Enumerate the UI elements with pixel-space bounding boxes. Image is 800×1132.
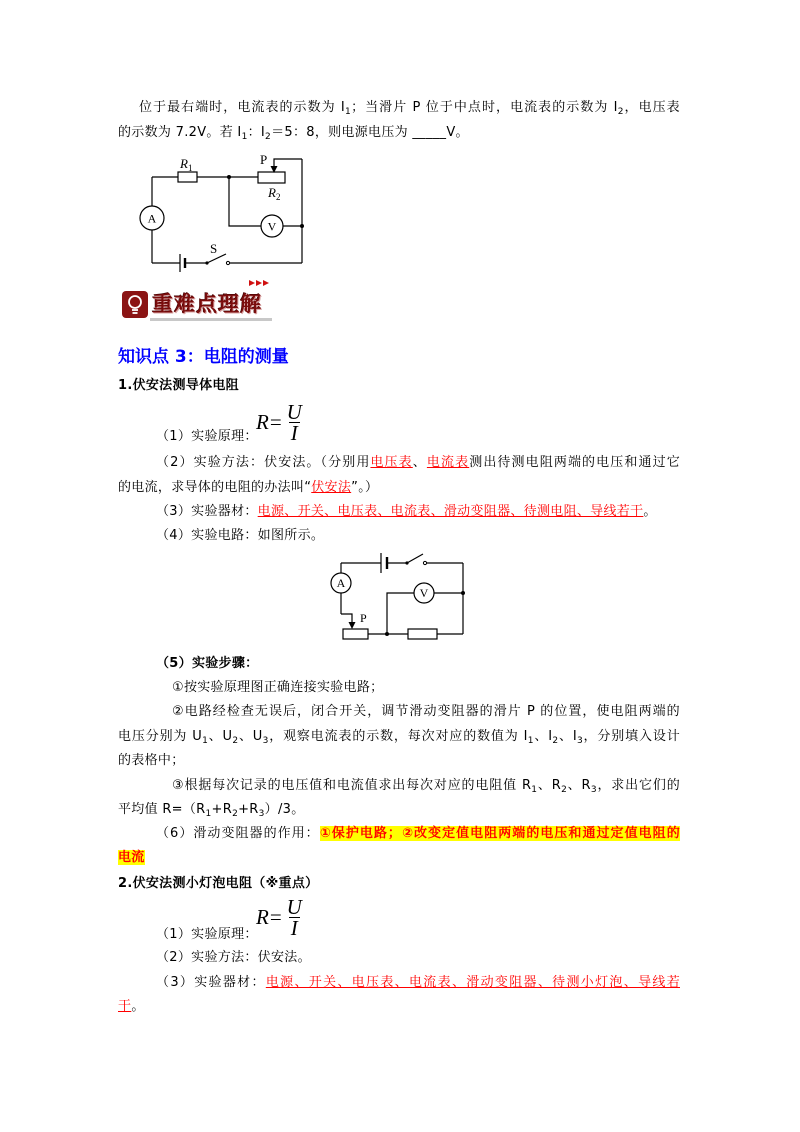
resistor-r1 xyxy=(178,172,197,182)
junction-dot xyxy=(300,224,304,228)
part2-method: （2）实验方法：伏安法。 xyxy=(156,950,311,965)
switch-contact xyxy=(226,261,229,264)
text: 、U xyxy=(238,729,263,744)
text: ，分别填入设计 xyxy=(583,729,680,744)
text: 的示数为 7.2V。若 I xyxy=(118,125,242,140)
part1-equipment xyxy=(156,502,657,522)
step-3-cont xyxy=(118,800,305,820)
lightbulb-glyph xyxy=(122,291,148,318)
formula-denominator: I xyxy=(290,420,298,445)
text: ＝5：8，则电源电压为 xyxy=(271,125,413,140)
part1-circuit-caption: （4）实验电路：如图所示。 xyxy=(156,528,325,543)
section-banner-title: 重难点理解 xyxy=(152,292,262,316)
subscript: 3 xyxy=(576,736,583,746)
circuit-diagram-2 xyxy=(330,548,475,648)
slider-wire xyxy=(274,159,302,168)
switch-contact xyxy=(405,561,408,564)
text: ，观察电流表的示数，每次对应的数值为 I xyxy=(268,729,528,744)
text: V。 xyxy=(446,125,469,140)
part1-rheostat-role-cont xyxy=(118,848,145,868)
answer-blank: _____ xyxy=(412,125,447,140)
text: ）/3。 xyxy=(264,802,305,817)
subscript: 1 xyxy=(531,785,538,795)
r1-label xyxy=(179,156,192,173)
part1-title: 1.伏安法测导体电阻 xyxy=(118,378,239,393)
ammeter-label: A xyxy=(147,211,157,226)
lightbulb-icon xyxy=(122,291,148,318)
text: 平均值 R=（R xyxy=(118,802,206,817)
text: （3）实验器材： xyxy=(156,975,266,990)
subscript: 1 xyxy=(241,132,248,142)
text: 、U xyxy=(208,729,233,744)
subscript: 2 xyxy=(552,736,559,746)
subscript: 3 xyxy=(590,785,597,795)
step-2: ②电路经检查无误后，闭合开关，调节滑动变阻器的滑片 P 的位置，使电阻两端的 xyxy=(172,704,680,719)
key-term: 电流表 xyxy=(426,455,470,470)
text: ；当滑片 P 位于中点时，电流表的示数为 I xyxy=(351,100,618,115)
text: 测出待测电阻两端的电压和通过它 xyxy=(469,455,680,470)
key-term: 电源、开关、电压表、电流表、滑动变阻器、待测电阻、导线若干 xyxy=(257,504,644,519)
text: 、I xyxy=(533,729,553,744)
text: 位于最右端时，电流表的示数为 I xyxy=(139,100,346,115)
switch-label: S xyxy=(210,241,218,256)
part1-rheostat-role xyxy=(156,824,680,844)
knowledge-point-title: 知识点 3：电阻的测量 xyxy=(118,347,289,367)
formula-fraction xyxy=(285,894,304,940)
part1-method-cont xyxy=(118,478,378,498)
text: ”。） xyxy=(351,480,379,495)
banner-underline xyxy=(150,318,272,321)
label-letter: R xyxy=(268,185,276,200)
highlighted-answer: ①保护电路；②改变定值电阻两端的电压和通过定值电阻的 xyxy=(319,826,680,841)
step-2-cont xyxy=(118,727,680,747)
subscript: 1 xyxy=(202,736,209,746)
formula-equals: = xyxy=(269,409,282,434)
text: 、R xyxy=(567,778,591,793)
subscript: 3 xyxy=(258,809,265,819)
part1-steps-heading: （5）实验步骤： xyxy=(156,656,259,671)
rheostat-r2 xyxy=(258,172,285,183)
ammeter-label: A xyxy=(336,576,346,590)
text: （6）滑动变阻器的作用： xyxy=(156,826,320,841)
voltmeter-branch-wire xyxy=(229,177,261,226)
text: 、R xyxy=(537,778,562,793)
part2-title: 2.伏安法测小灯泡电阻（※重点） xyxy=(118,876,319,891)
text: +R xyxy=(211,802,233,817)
r2-label xyxy=(267,185,280,202)
voltmeter-label: V xyxy=(419,586,429,600)
voltmeter-branch-wire xyxy=(387,593,414,634)
subscript: 1 xyxy=(345,107,352,117)
formula-ohms-law-2 xyxy=(256,895,304,939)
key-term: 伏安法 xyxy=(311,480,352,495)
junction-dot xyxy=(461,591,465,595)
text: 、 xyxy=(412,455,427,470)
part2-equipment-cont xyxy=(118,997,145,1017)
junction-dot xyxy=(227,175,231,179)
subscript: 3 xyxy=(262,736,269,746)
problem-line-1 xyxy=(139,98,680,118)
subscript: 2 xyxy=(232,809,239,819)
text: ，电压表 xyxy=(623,100,680,115)
key-term: 干 xyxy=(118,999,132,1014)
formula-lhs: R xyxy=(256,904,269,929)
junction-dot xyxy=(385,632,389,636)
highlighted-answer: 电流 xyxy=(118,850,145,865)
rheostat xyxy=(343,629,368,639)
formula-numerator: U xyxy=(286,399,302,424)
step-1: ①按实验原理图正确连接实验电路； xyxy=(172,680,384,695)
formula-lhs: R xyxy=(256,409,269,434)
arrow-decoration xyxy=(263,280,269,286)
switch-lever xyxy=(407,554,423,563)
formula-numerator: U xyxy=(286,894,302,919)
subscript: 1 xyxy=(205,809,212,819)
voltmeter-label: V xyxy=(267,219,277,234)
text: +R xyxy=(238,802,259,817)
subscript: 2 xyxy=(265,132,272,142)
slider-arrowhead xyxy=(349,622,356,629)
label-subscript: 2 xyxy=(275,192,281,202)
text: ③根据每次记录的电压值和电流值求出每次对应的电阻值 R xyxy=(172,778,532,793)
text: ：I xyxy=(247,125,266,140)
key-term: 电源、开关、电压表、电流表、滑动变阻器、待测小灯泡、导线若 xyxy=(265,975,680,990)
text: ，求出它们的 xyxy=(596,778,680,793)
step-2-end: 的表格中； xyxy=(118,753,185,768)
subscript: 2 xyxy=(561,785,568,795)
problem-line-2 xyxy=(118,123,469,143)
key-term: 电压表 xyxy=(370,455,413,470)
text: 。 xyxy=(643,504,657,519)
text: 电压分别为 U xyxy=(118,729,203,744)
arrow-decoration xyxy=(256,280,262,286)
formula-fraction xyxy=(285,399,304,445)
formula-ohms-law xyxy=(256,400,304,444)
step-3 xyxy=(172,776,680,796)
part1-method xyxy=(156,453,680,473)
part2-principle: （1）实验原理： xyxy=(156,927,258,942)
subscript: 1 xyxy=(527,736,534,746)
text: （3）实验器材： xyxy=(156,504,258,519)
slider-p-label: P xyxy=(360,611,367,625)
slider-p-label: P xyxy=(260,152,268,167)
text: 的电流，求导体的电阻的办法叫“ xyxy=(118,480,312,495)
text: 、I xyxy=(558,729,577,744)
switch-contact xyxy=(423,561,426,564)
formula-denominator: I xyxy=(290,915,298,940)
arrow-decoration xyxy=(249,280,255,286)
label-letter: R xyxy=(180,156,188,171)
part2-equipment xyxy=(156,973,680,993)
formula-equals: = xyxy=(269,904,282,929)
circuit-diagram-1 xyxy=(140,150,315,275)
text: 。 xyxy=(131,999,145,1014)
part1-principle: （1）实验原理： xyxy=(156,429,258,444)
text: （2）实验方法：伏安法。（分别用 xyxy=(156,455,371,470)
fixed-resistor xyxy=(408,629,437,639)
subscript: 2 xyxy=(232,736,239,746)
switch-contact xyxy=(205,261,208,264)
label-subscript: 1 xyxy=(187,163,193,173)
subscript: 2 xyxy=(617,107,624,117)
